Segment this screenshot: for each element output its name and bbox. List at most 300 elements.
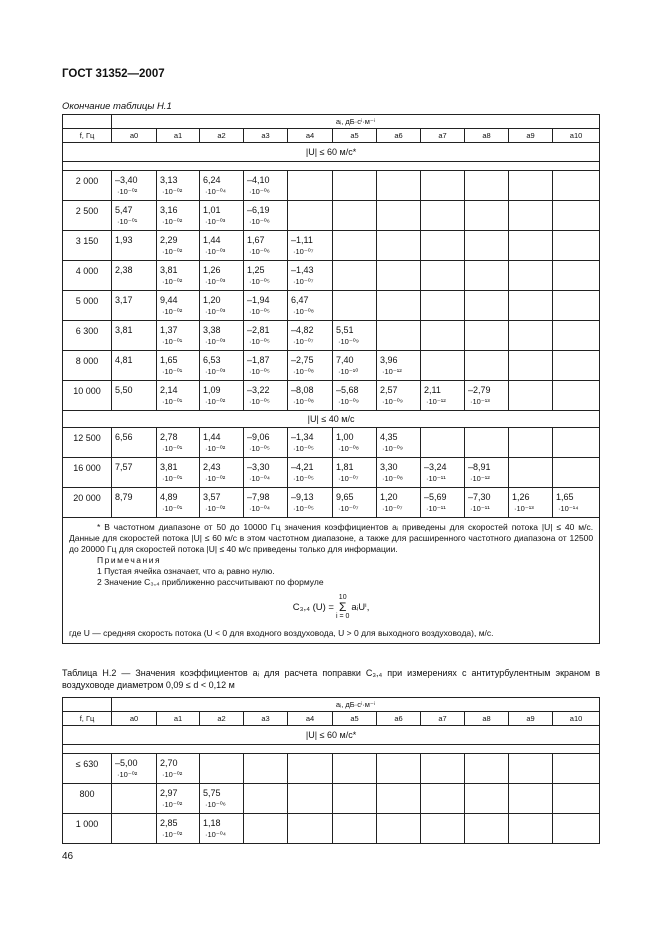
value-cell <box>112 458 157 488</box>
mantissa: 3,17 <box>115 295 133 305</box>
mantissa: 6,47 <box>291 295 309 305</box>
exponent: ·10⁻⁰³ <box>205 307 226 316</box>
mantissa: 1,25 <box>247 265 265 275</box>
exponent: ·10⁻⁰⁴ <box>249 504 271 513</box>
value-cell <box>200 814 244 844</box>
value-cell <box>421 291 465 321</box>
exponent: ·10⁻⁰⁵ <box>249 307 270 316</box>
value-cell <box>288 321 333 351</box>
value-cell <box>377 784 421 814</box>
mantissa: 1,81 <box>336 462 354 472</box>
value-cell <box>553 458 600 488</box>
mantissa: 2,38 <box>115 265 133 275</box>
mantissa: 1,65 <box>160 355 178 365</box>
exponent: ·10⁻¹³ <box>514 504 534 513</box>
value-cell <box>288 171 333 201</box>
mantissa: –1,94 <box>247 295 270 305</box>
table-row <box>63 261 600 291</box>
value-cell <box>112 201 157 231</box>
value-cell <box>200 171 244 201</box>
mantissa: 3,13 <box>160 175 178 185</box>
value-cell <box>509 201 553 231</box>
section-label: |U| ≤ 40 м/с <box>63 411 600 428</box>
exponent: ·10⁻⁰¹ <box>162 367 183 376</box>
section-label: |U| ≤ 60 м/с* <box>63 726 600 745</box>
exponent: ·10⁻⁰¹ <box>162 337 183 346</box>
exponent: ·10⁻⁰² <box>205 504 226 513</box>
mantissa: –8,91 <box>468 462 491 472</box>
exponent: ·10⁻¹² <box>426 397 446 406</box>
mantissa: 2,43 <box>203 462 221 472</box>
col-header-a8: a8 <box>465 712 509 726</box>
mantissa: –8,08 <box>291 385 314 395</box>
formula-body <box>293 594 370 621</box>
value-cell <box>421 231 465 261</box>
mantissa: –3,30 <box>247 462 270 472</box>
value-cell <box>288 231 333 261</box>
value-cell <box>244 291 288 321</box>
mantissa: 2,97 <box>160 788 178 798</box>
value-cell <box>112 231 157 261</box>
note-1: 1 Пустая ячейка означает, что aᵢ равно нулю. <box>97 566 275 576</box>
mantissa: –3,40 <box>115 175 138 185</box>
mantissa: 5,47 <box>115 205 133 215</box>
value-cell <box>200 784 244 814</box>
value-cell <box>377 814 421 844</box>
value-cell <box>509 261 553 291</box>
exponent: ·10⁻⁰⁹ <box>382 444 404 453</box>
value-cell <box>157 381 200 411</box>
table-row <box>63 351 600 381</box>
formula <box>69 594 593 624</box>
table-row <box>63 784 600 814</box>
value-cell <box>377 231 421 261</box>
exponent: ·10⁻⁰² <box>205 397 226 406</box>
mantissa: 1,26 <box>512 492 530 502</box>
value-cell <box>509 321 553 351</box>
exponent: ·10⁻⁰² <box>117 770 138 779</box>
col-header-f: f, Гц <box>63 129 112 143</box>
col-header-a5: a5 <box>333 129 377 143</box>
freq-cell: 4 000 <box>63 261 112 291</box>
exponent: ·10⁻¹¹ <box>470 504 490 513</box>
mantissa: –5,00 <box>115 758 138 768</box>
value-cell <box>377 458 421 488</box>
mantissa: 3,96 <box>380 355 398 365</box>
mantissa: 4,35 <box>380 432 398 442</box>
value-cell <box>421 488 465 518</box>
col-header-f: f, Гц <box>63 712 112 726</box>
table-row <box>63 201 600 231</box>
exponent: ·10⁻⁰⁷ <box>338 474 359 483</box>
exponent: ·10⁻¹¹ <box>426 474 446 483</box>
value-cell <box>509 428 553 458</box>
value-cell <box>244 171 288 201</box>
mantissa: 1,18 <box>203 818 221 828</box>
value-cell <box>421 171 465 201</box>
value-cell <box>553 171 600 201</box>
section-label: |U| ≤ 60 м/с* <box>63 143 600 162</box>
exponent: ·10⁻⁰³ <box>205 367 226 376</box>
exponent: ·10⁻⁰⁶ <box>249 217 270 226</box>
sum-bottom: i = 0 <box>335 613 350 620</box>
freq-cell: 2 500 <box>63 201 112 231</box>
exponent: ·10⁻⁰⁷ <box>293 277 314 286</box>
value-cell <box>200 488 244 518</box>
value-cell <box>333 351 377 381</box>
col-header-a4: a4 <box>288 129 333 143</box>
exponent: ·10⁻⁰⁸ <box>293 397 314 406</box>
mantissa: –9,13 <box>291 492 314 502</box>
value-cell <box>244 784 288 814</box>
value-cell <box>509 171 553 201</box>
spacer-cell <box>63 745 600 754</box>
value-cell <box>421 458 465 488</box>
exponent: ·10⁻⁰² <box>162 800 183 809</box>
value-cell <box>288 784 333 814</box>
mantissa: 3,81 <box>160 265 178 275</box>
unit-header-row <box>63 115 600 129</box>
value-cell <box>157 321 200 351</box>
exponent: ·10⁻⁰² <box>162 217 183 226</box>
exponent: ·10⁻⁰⁹ <box>338 397 360 406</box>
value-cell <box>333 814 377 844</box>
value-cell <box>465 488 509 518</box>
exponent: ·10⁻⁰⁴ <box>205 830 227 839</box>
value-cell <box>112 488 157 518</box>
exponent: ·10⁻⁰⁵ <box>249 337 270 346</box>
mantissa: –2,75 <box>291 355 314 365</box>
exponent: ·10⁻⁰² <box>162 830 183 839</box>
section-row <box>63 143 600 162</box>
value-cell <box>200 321 244 351</box>
mantissa: –5,69 <box>424 492 447 502</box>
value-cell <box>333 488 377 518</box>
exponent: ·10⁻⁰³ <box>205 247 226 256</box>
spacer-row <box>63 162 600 171</box>
col-header-a0: a0 <box>112 712 157 726</box>
freq-cell: 800 <box>63 784 112 814</box>
value-cell <box>465 784 509 814</box>
value-cell <box>157 291 200 321</box>
freq-cell: 5 000 <box>63 291 112 321</box>
mantissa: 1,01 <box>203 205 221 215</box>
value-cell <box>377 291 421 321</box>
standard-title: ГОСТ 31352—2007 <box>62 68 165 80</box>
exponent: ·10⁻⁰⁶ <box>249 247 270 256</box>
note-2: 2 Значение C₃,₄ приближенно рассчитывают по формуле <box>97 577 324 587</box>
mantissa: 3,30 <box>380 462 398 472</box>
value-cell <box>333 428 377 458</box>
value-cell <box>112 381 157 411</box>
value-cell <box>333 291 377 321</box>
value-cell <box>157 754 200 784</box>
col-header-a1: a1 <box>157 129 200 143</box>
value-cell <box>157 784 200 814</box>
col-header-a2: a2 <box>200 129 244 143</box>
spacer-cell <box>63 162 600 171</box>
table-row <box>63 458 600 488</box>
value-cell <box>288 458 333 488</box>
exponent: ·10⁻⁰⁹ <box>382 397 404 406</box>
value-cell <box>288 814 333 844</box>
exponent: ·10⁻⁰⁹ <box>338 337 360 346</box>
freq-cell: 16 000 <box>63 458 112 488</box>
value-cell <box>553 814 600 844</box>
mantissa: 1,37 <box>160 325 178 335</box>
value-cell <box>465 351 509 381</box>
sigma-glyph: Σ <box>338 600 347 614</box>
freq-cell: 1 000 <box>63 814 112 844</box>
value-cell <box>421 201 465 231</box>
value-cell <box>200 231 244 261</box>
exponent: ·10⁻⁰¹ <box>162 474 183 483</box>
mantissa: 1,93 <box>115 235 133 245</box>
exponent: ·10⁻⁰⁵ <box>293 444 314 453</box>
col-header-a1: a1 <box>157 712 200 726</box>
value-cell <box>465 171 509 201</box>
value-cell <box>553 321 600 351</box>
value-cell <box>333 171 377 201</box>
exponent: ·10⁻⁰⁷ <box>382 504 403 513</box>
sum-top: 10 <box>338 594 347 601</box>
value-cell <box>112 171 157 201</box>
value-cell <box>112 428 157 458</box>
value-cell <box>333 231 377 261</box>
section-row <box>63 411 600 428</box>
freq-cell: 8 000 <box>63 351 112 381</box>
value-cell <box>244 351 288 381</box>
col-header-a3: a3 <box>244 129 288 143</box>
value-cell <box>553 201 600 231</box>
mantissa: 2,11 <box>424 385 441 395</box>
value-cell <box>244 488 288 518</box>
exponent: ·10⁻⁰² <box>162 277 183 286</box>
col-header-a9: a9 <box>509 712 553 726</box>
mantissa: –2,79 <box>468 385 491 395</box>
value-cell <box>244 381 288 411</box>
mantissa: 5,75 <box>203 788 221 798</box>
value-cell <box>465 814 509 844</box>
freq-cell: 2 000 <box>63 171 112 201</box>
mantissa: –1,34 <box>291 432 314 442</box>
col-header-a5: a5 <box>333 712 377 726</box>
mantissa: –4,21 <box>291 462 314 472</box>
col-header-a10: a10 <box>553 712 600 726</box>
mantissa: 1,44 <box>203 432 221 442</box>
mantissa: 6,24 <box>203 175 221 185</box>
mantissa: 1,20 <box>203 295 221 305</box>
col-header-a7: a7 <box>421 129 465 143</box>
notes-cell <box>63 518 600 644</box>
value-cell <box>421 754 465 784</box>
value-cell <box>509 351 553 381</box>
exponent: ·10⁻⁰² <box>205 444 226 453</box>
value-cell <box>509 814 553 844</box>
value-cell <box>377 754 421 784</box>
value-cell <box>509 458 553 488</box>
mantissa: 6,53 <box>203 355 221 365</box>
value-cell <box>288 488 333 518</box>
value-cell <box>157 171 200 201</box>
value-cell <box>288 201 333 231</box>
value-cell <box>112 291 157 321</box>
table-row <box>63 321 600 351</box>
mantissa: –6,19 <box>247 205 270 215</box>
exponent: ·10⁻¹² <box>382 367 402 376</box>
value-cell <box>157 428 200 458</box>
value-cell <box>465 754 509 784</box>
unit-label: aᵢ, дБ·сⁱ·м⁻ⁱ <box>112 698 600 712</box>
exponent: ·10⁻⁰⁸ <box>293 367 314 376</box>
value-cell <box>421 261 465 291</box>
value-cell <box>377 351 421 381</box>
col-header-a6: a6 <box>377 712 421 726</box>
mantissa: –2,81 <box>247 325 270 335</box>
exponent: ·10⁻¹⁰ <box>338 367 359 376</box>
value-cell <box>333 381 377 411</box>
mantissa: 3,38 <box>203 325 221 335</box>
value-cell <box>553 231 600 261</box>
mantissa: –3,24 <box>424 462 447 472</box>
value-cell <box>553 351 600 381</box>
value-cell <box>553 428 600 458</box>
value-cell <box>333 754 377 784</box>
value-cell <box>200 428 244 458</box>
value-cell <box>200 754 244 784</box>
value-cell <box>244 754 288 784</box>
value-cell <box>157 231 200 261</box>
mantissa: 9,44 <box>160 295 178 305</box>
freq-cell: 10 000 <box>63 381 112 411</box>
table-row <box>63 754 600 784</box>
empty-corner-cell <box>63 698 112 712</box>
col-header-a8: a8 <box>465 129 509 143</box>
mantissa: 3,81 <box>160 462 178 472</box>
value-cell <box>421 381 465 411</box>
value-cell <box>244 321 288 351</box>
unit-header-row <box>63 698 600 712</box>
col-header-a2: a2 <box>200 712 244 726</box>
notes-heading: Примечания <box>97 555 162 565</box>
value-cell <box>157 488 200 518</box>
value-cell <box>509 754 553 784</box>
table-row <box>63 428 600 458</box>
section-row <box>63 726 600 745</box>
value-cell <box>157 351 200 381</box>
exponent: ·10⁻⁰⁸ <box>338 444 359 453</box>
exponent: ·10⁻¹⁴ <box>558 504 579 513</box>
mantissa: –1,87 <box>247 355 270 365</box>
exponent: ·10⁻⁰⁶ <box>205 800 226 809</box>
freq-cell: ≤ 630 <box>63 754 112 784</box>
mantissa: 3,16 <box>160 205 178 215</box>
value-cell <box>333 201 377 231</box>
mantissa: –1,11 <box>291 235 313 245</box>
value-cell <box>465 261 509 291</box>
formula-rhs: aᵢUⁱ, <box>351 602 370 614</box>
empty-corner-cell <box>63 115 112 129</box>
mantissa: 1,00 <box>336 432 354 442</box>
value-cell <box>112 321 157 351</box>
page-number: 46 <box>62 851 74 862</box>
col-header-a4: a4 <box>288 712 333 726</box>
mantissa: 2,14 <box>160 385 178 395</box>
mantissa: 3,57 <box>203 492 221 502</box>
col-header-a9: a9 <box>509 129 553 143</box>
mantissa: 9,65 <box>336 492 354 502</box>
value-cell <box>465 231 509 261</box>
column-header-row <box>63 129 600 143</box>
freq-cell: 12 500 <box>63 428 112 458</box>
col-header-a0: a0 <box>112 129 157 143</box>
value-cell <box>421 321 465 351</box>
value-cell <box>421 428 465 458</box>
exponent: ·10⁻¹¹ <box>426 504 446 513</box>
mantissa: 1,20 <box>380 492 398 502</box>
value-cell <box>244 428 288 458</box>
exponent: ·10⁻⁰³ <box>205 277 226 286</box>
table-row <box>63 291 600 321</box>
value-cell <box>200 458 244 488</box>
exponent: ·10⁻⁰⁷ <box>293 337 314 346</box>
value-cell <box>509 784 553 814</box>
mantissa: 1,65 <box>556 492 574 502</box>
value-cell <box>244 261 288 291</box>
table-h2 <box>62 697 600 844</box>
value-cell <box>377 171 421 201</box>
exponent: ·10⁻⁰³ <box>205 337 226 346</box>
value-cell <box>465 428 509 458</box>
value-cell <box>288 754 333 784</box>
mantissa: 4,89 <box>160 492 178 502</box>
exponent: ·10⁻⁰³ <box>205 217 226 226</box>
value-cell <box>288 261 333 291</box>
value-cell <box>112 814 157 844</box>
value-cell <box>509 381 553 411</box>
mantissa: –4,82 <box>291 325 314 335</box>
value-cell <box>288 428 333 458</box>
mantissa: 1,26 <box>203 265 221 275</box>
col-header-a3: a3 <box>244 712 288 726</box>
exponent: ·10⁻⁰⁴ <box>205 187 227 196</box>
table-row <box>63 231 600 261</box>
exponent: ·10⁻⁰² <box>162 247 183 256</box>
exponent: ·10⁻⁰⁵ <box>293 474 314 483</box>
table-row <box>63 814 600 844</box>
exponent: ·10⁻¹² <box>470 474 490 483</box>
value-cell <box>377 321 421 351</box>
value-cell <box>377 428 421 458</box>
value-cell <box>112 261 157 291</box>
table-row <box>63 381 600 411</box>
table-row <box>63 171 600 201</box>
value-cell <box>157 261 200 291</box>
value-cell <box>465 321 509 351</box>
mantissa: –4,10 <box>247 175 270 185</box>
table2-caption: Таблица Н.2 — Значения коэффициентов aᵢ для расчета поправки C₃,₄ при измерениях с антитурбулентным экраном в воздуховоде диаметром 0,09 ≤ d < 0,12 м <box>62 668 600 690</box>
value-cell <box>112 754 157 784</box>
value-cell <box>465 291 509 321</box>
exponent: ·10⁻⁰⁵ <box>293 504 314 513</box>
mantissa: 2,78 <box>160 432 178 442</box>
value-cell <box>377 488 421 518</box>
mantissa: 2,85 <box>160 818 178 828</box>
exponent: ·10⁻⁰⁴ <box>249 474 271 483</box>
value-cell <box>244 458 288 488</box>
where-text: где U — средняя скорость потока (U < 0 для входного воздуховода, U > 0 для выходного воздуховода), м/с. <box>69 628 494 638</box>
value-cell <box>421 784 465 814</box>
